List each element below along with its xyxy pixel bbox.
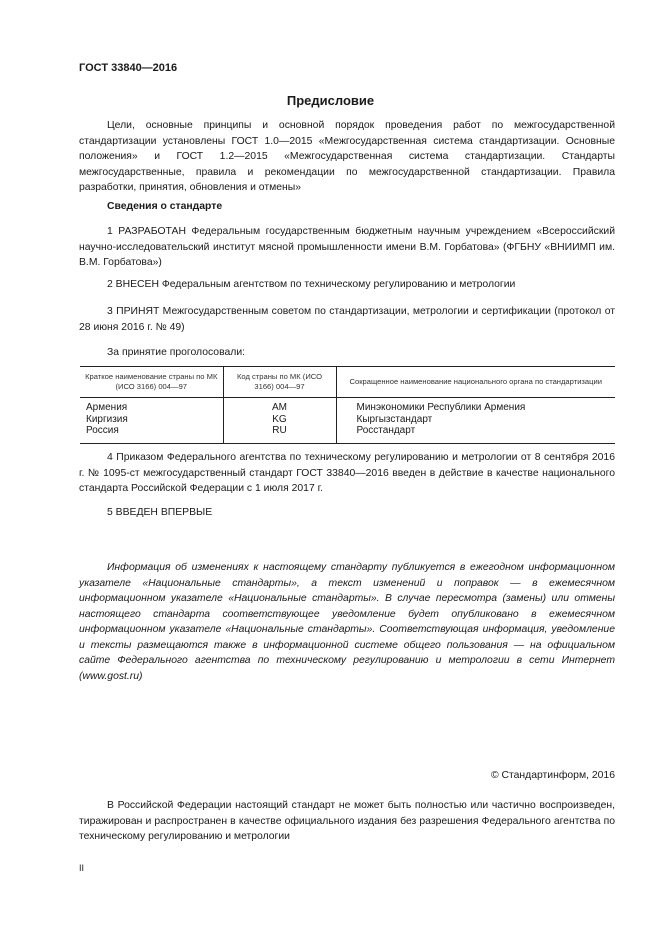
item-1-developed: 1 РАЗРАБОТАН Федеральным государственным бюджетным научным учреждением «Всероссийский научно-исследовательский институт мясной промышленности имени В.М. Горбатова» (ФГБНУ «ВНИИМП им. В.М. Горбатова»)	[79, 226, 615, 268]
standards-body: Минэкономики Республики Армения	[356, 402, 526, 413]
country-name: Киргизия	[86, 413, 128, 425]
voted-label: За принятие проголосовали:	[107, 347, 246, 358]
country-code: RU	[272, 425, 287, 436]
table-header-row	[80, 367, 615, 398]
standards-body: Кыргызстандарт	[356, 413, 433, 425]
country-code: AM	[272, 402, 287, 413]
legal-notice: В Российской Федерации настоящий стандарт не может быть полностью или частично воспроизведен, тиражирован и распространен в качестве официального издания без разрешения Федерального агентства по техническому регулированию и метрологии	[79, 800, 615, 842]
info-notice: Информация об изменениях к настоящему стандарту публикуется в ежегодном информационном указателе «Национальные стандарты», а текст изменений и поправок — в ежемесячном информационном указателе «Национальные стандарты». В случае пересмотра (замены) или отмены настоящего стандарта соответствующее уведомление будет опубликовано в ежемесячном информационном указателе «Национальные стандарты». Соответствующая информация, уведомление и тексты размещаются также в информационной системе общего пользования — на официальном сайте Федерального агентства по техническому регулированию и метрологии в сети Интернет (www.gost.ru)	[79, 562, 615, 682]
country-cell	[80, 398, 223, 444]
item-4-enacted: 4 Приказом Федерального агентства по техническому регулированию и метрологии от 8 сентября 2016 г. № 1095-ст межгосударственный стандарт ГОСТ 33840—2016 введен в действие в качестве национального стандарта Российской Федерации с 1 июля 2017 г.	[79, 452, 615, 494]
country-code: KG	[272, 413, 287, 425]
country-name: Россия	[86, 425, 119, 436]
intro-paragraph: Цели, основные принципы и основной порядок проведения работ по межгосударственной стандартизации установлены ГОСТ 1.0—2015 «Межгосударственная система стандартизации. Основные положения» и ГОСТ 1.2—2015 «Межгосударственная система стандартизации. Стандарты межгосударственные, правила и рекомендации по межгосударственной стандартизации. Правила разработки, принятия, обновления и отмены»	[79, 120, 615, 193]
copyright: © Стандартинформ, 2016	[490, 770, 615, 781]
body-cell	[336, 398, 615, 444]
standards-body: Росстандарт	[356, 425, 416, 436]
item-5-introduced: 5 ВВЕДЕН ВПЕРВЫЕ	[107, 507, 213, 518]
table-row	[80, 398, 615, 444]
country-name: Армения	[86, 402, 128, 413]
page-title: Предисловие	[286, 93, 375, 108]
page-number: II	[79, 863, 85, 873]
header-country: Краткое наименование страны по МК (ИСО 3166) 004—97	[80, 367, 223, 398]
voting-table	[80, 366, 615, 444]
header-body: Сокращенное наименование национального органа по стандартизации	[336, 367, 615, 398]
document-header: ГОСТ 33840—2016	[79, 62, 178, 74]
header-code: Код страны по МК (ИСО 3166) 004—97	[223, 367, 336, 398]
item-3-adopted: 3 ПРИНЯТ Межгосударственным советом по стандартизации, метрологии и сертификации (протокол от 28 июня 2016 г. № 49)	[79, 306, 615, 333]
code-cell	[223, 398, 336, 444]
item-2-submitted: 2 ВНЕСЕН Федеральным агентством по техническому регулированию и метрологии	[107, 279, 516, 290]
section-heading: Сведения о стандарте	[107, 201, 223, 212]
